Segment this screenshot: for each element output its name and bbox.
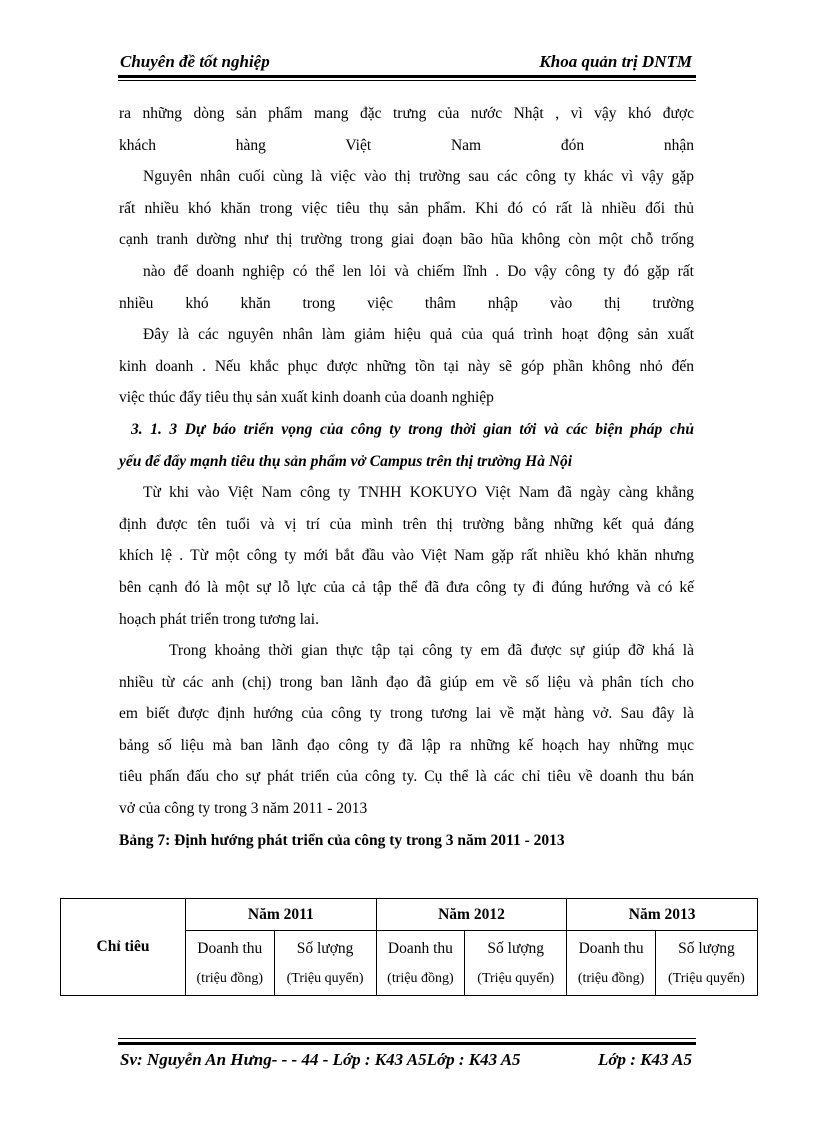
footer-rule-thin <box>118 1038 696 1039</box>
column-header: Doanh thu (triệu đồng) <box>376 931 465 996</box>
section-heading: yếu để đẩy mạnh tiêu thụ sản phẩm vở Campus trên thị trường Hà Nội <box>119 452 573 470</box>
paragraph-line: Đây là các nguyên nhân làm giảm hiệu quả của quá trình hoạt động sản xuất <box>143 326 694 344</box>
paragraph-line: việc thúc đẩy tiêu thụ sản xuất kinh doanh của doanh nghiệp <box>119 389 494 407</box>
paragraph-line: định được tên tuổi và vị trí của mình trên thị trường bằng những kết quả đáng <box>119 515 694 533</box>
column-header: Doanh thu (triệu đồng) <box>186 931 275 996</box>
plan-table <box>60 898 758 996</box>
header-right: Khoa quản trị DNTM <box>539 52 692 71</box>
paragraph-line: nào để doanh nghiệp có thể len lỏi và chiếm lĩnh . Do vậy công ty đó gặp rất <box>143 262 694 280</box>
year-header: Năm 2011 <box>186 899 377 931</box>
paragraph-line: nhiều khó khăn trong việc thâm nhập vào thị trường <box>119 294 694 312</box>
column-header: Doanh thu (triệu đồng) <box>567 931 656 996</box>
year-header: Năm 2012 <box>376 899 567 931</box>
paragraph-line: khích lệ . Từ một công ty mới bắt đầu vào Việt Nam gặp rất nhiều khó khăn nhưng <box>119 547 694 565</box>
paragraph-line: ra những dòng sản phẩm mang đặc trưng của nước Nhật , vì vậy khó được <box>119 105 694 122</box>
paragraph-line: khách hàng Việt Nam đón nhận <box>119 136 694 154</box>
footer-left: Sv: Nguyễn An Hưng- - - 44 - Lớp : K43 A5Lớp : K43 A5 <box>120 1050 521 1069</box>
paragraph-line: hoạch phát triển trong tương lai. <box>119 610 319 628</box>
paragraph-line: bên cạnh đó là một sự lỗ lực của cả tập thể đã đưa công ty đi đúng hướng và có kế <box>119 578 694 596</box>
header-left: Chuyên đề tốt nghiệp <box>120 52 270 71</box>
document-body <box>119 98 694 856</box>
paragraph-line: Trong khoảng thời gian thực tập tại công ty em đã được sự giúp đỡ khá là <box>169 642 694 660</box>
paragraph-line: em biết được định hướng của công ty trong tương lai về mặt hàng vở. Sau đây là <box>119 705 694 723</box>
paragraph-line: vở của công ty trong 3 năm 2011 - 2013 <box>119 800 368 818</box>
header-rule-thin <box>118 80 696 81</box>
table-caption: Bảng 7: Định hướng phát triển của công ty trong 3 năm 2011 - 2013 <box>119 831 565 849</box>
column-header: Số lượng (Triệu quyển) <box>274 931 376 996</box>
column-header: Số lượng (Triệu quyển) <box>465 931 567 996</box>
chi-tieu-header: Chỉ tiêu <box>61 899 186 996</box>
page-header <box>118 50 696 76</box>
column-header: Số lượng (Triệu quyển) <box>655 931 757 996</box>
paragraph-line: kinh doanh . Nếu khắc phục được những tồn tại này sẽ góp phần không nhỏ đến <box>119 357 694 375</box>
paragraph-line: Từ khi vào Việt Nam công ty TNHH KOKUYO Việt Nam đã ngày càng khẳng <box>143 484 694 502</box>
paragraph-line: nhiều từ các anh (chị) trong ban lãnh đạo đã giúp em về số liệu và phân tích cho <box>119 673 694 691</box>
footer-rule <box>118 1042 696 1045</box>
paragraph-line: cạnh tranh dường như thị trường trong giai đoạn bão hũa không còn một chỗ trống <box>119 231 694 249</box>
header-rule <box>118 75 696 78</box>
paragraph-line: bảng số liệu mà ban lãnh đạo công ty đã lập ra những kế hoạch hay những mục <box>119 736 694 754</box>
paragraph-line: tiêu phấn đấu cho sự phát triển của công ty. Cụ thể là các chỉ tiêu về doanh thu bán <box>119 768 694 786</box>
paragraph-line: Nguyên nhân cuối cùng là việc vào thị trường sau các công ty khác vì vậy gặp <box>143 168 694 186</box>
footer-right: Lớp : K43 A5 <box>598 1050 692 1069</box>
section-heading: 3. 1. 3 Dự báo triển vọng của công ty trong thời gian tới và các biện pháp chủ <box>131 420 694 438</box>
year-header: Năm 2013 <box>567 899 758 931</box>
paragraph-line: rất nhiều khó khăn trong việc tiêu thụ sản phẩm. Khi đó có rất là nhiều đối thủ <box>119 199 694 217</box>
